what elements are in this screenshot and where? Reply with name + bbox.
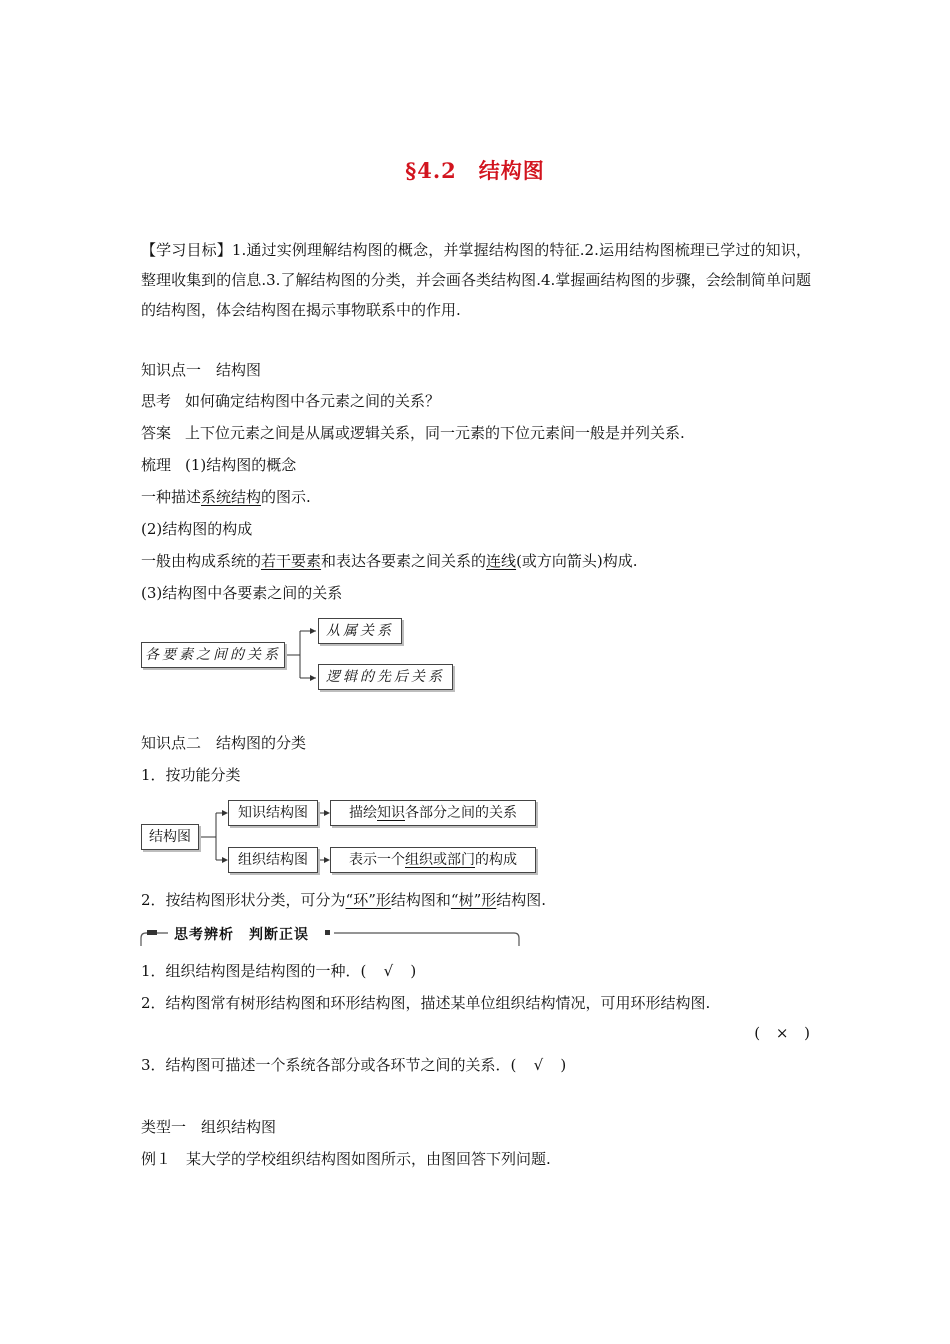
diagram-node-subordinate: 从属关系 [318,618,402,644]
knowledge-desc-pre: 描绘 [349,805,377,821]
k2-heading: 知识点二 结构图的分类 [141,734,307,752]
knowledge-desc-underlined: 知识 [377,805,405,821]
quiz-item-2: 2．结构图常有树形结构图和环形结构图，描述某单位组织结构情况，可用环形结构图. [141,994,711,1012]
comp-post: (或方向箭头)构成. [516,552,638,570]
knowledge-desc-post: 各部分之间的关系 [405,805,517,821]
type1-heading: 类型一 组织结构图 [141,1118,277,1136]
answer-text: 上下位元素之间是从属或逻辑关系，同一元素的下位元素间一般是并列关系. [185,424,685,442]
quiz-item-2-mark: × [775,1024,789,1042]
diagram-node-organization: 组织结构图 [228,847,318,873]
quiz-item-2-answer [754,1024,810,1042]
quiz-item-1-text: 1．组织结构图是结构图的一种．( [141,962,367,980]
comp-mid: 和表达各要素之间关系的 [321,552,487,570]
quiz-item-3-close: ) [560,1056,567,1074]
concept-post: 的图示. [261,488,311,506]
comp-underlined-2: 连线 [486,552,517,570]
k1-heading: 知识点一 结构图 [141,361,262,379]
concept-title: (1)结构图的概念 [185,456,297,474]
diagram-root-structure: 结构图 [141,824,199,850]
quiz-item-2-open: ( [754,1024,761,1042]
by-shape-post: 结构图. [496,891,547,909]
comp-underlined-1: 若干要素 [261,552,322,570]
diagram-root-relations: 各要素之间的关系 [141,642,285,668]
composition-title: (2)结构图的构成 [141,520,253,538]
quiz-item-3-mark: √ [533,1056,544,1074]
sort-label: 梳理 [141,456,172,474]
diagram-node-knowledge: 知识结构图 [228,800,318,826]
answer-label: 答案 [141,424,172,442]
objectives-label: 【学习目标】 [141,241,232,259]
objectives-text: 1.通过实例理解结构图的概念，并掌握结构图的特征.2.运用结构图梳理已学过的知识，整理收集到的信息.3.了解结构图的分类，并会画各类结构图.4.掌握画结构图的步骤，会绘制简单问题的结构图，体会结构图在揭示事物联系中的作用. [141,241,811,319]
think-text: 如何确定结构图中各元素之间的关系？ [185,392,441,410]
quiz-banner-title: 思考辨析 判断正误 [174,927,309,943]
example-1: 例１ 某大学的学校组织结构图如图所示，由图回答下列问题. [141,1150,551,1168]
organization-desc-pre: 表示一个 [349,852,405,868]
concept-pre: 一种描述 [141,488,202,506]
quiz-item-3 [141,1055,566,1075]
by-shape-mid: 结构图和 [390,891,451,909]
quiz-item-1-close: ) [410,962,417,980]
think-label: 思考 [141,392,172,410]
comp-pre: 一般由构成系统的 [141,552,262,570]
diagram-node-logical-order: 逻辑的先后关系 [318,664,453,690]
quiz-item-2-close: ) [804,1024,810,1042]
page-title: §4.2 结构图 [405,158,545,183]
concept-underlined: 系统结构 [201,488,262,506]
quiz-item-3-text: 3．结构图可描述一个系统各部分或各环节之间的关系．( [141,1056,517,1074]
shape-tree: “树”形 [450,891,497,909]
relation-title: (3)结构图中各要素之间的关系 [141,584,343,602]
quiz-item-1 [141,961,416,981]
by-shape-pre: 2．按结构图形状分类，可分为 [141,891,346,909]
quiz-item-1-mark: √ [383,962,394,980]
by-function: 1．按功能分类 [141,766,241,784]
organization-desc-underlined: 组织或部门 [405,852,475,868]
organization-desc-post: 的构成 [475,852,517,868]
shape-ring: “环”形 [345,891,391,909]
